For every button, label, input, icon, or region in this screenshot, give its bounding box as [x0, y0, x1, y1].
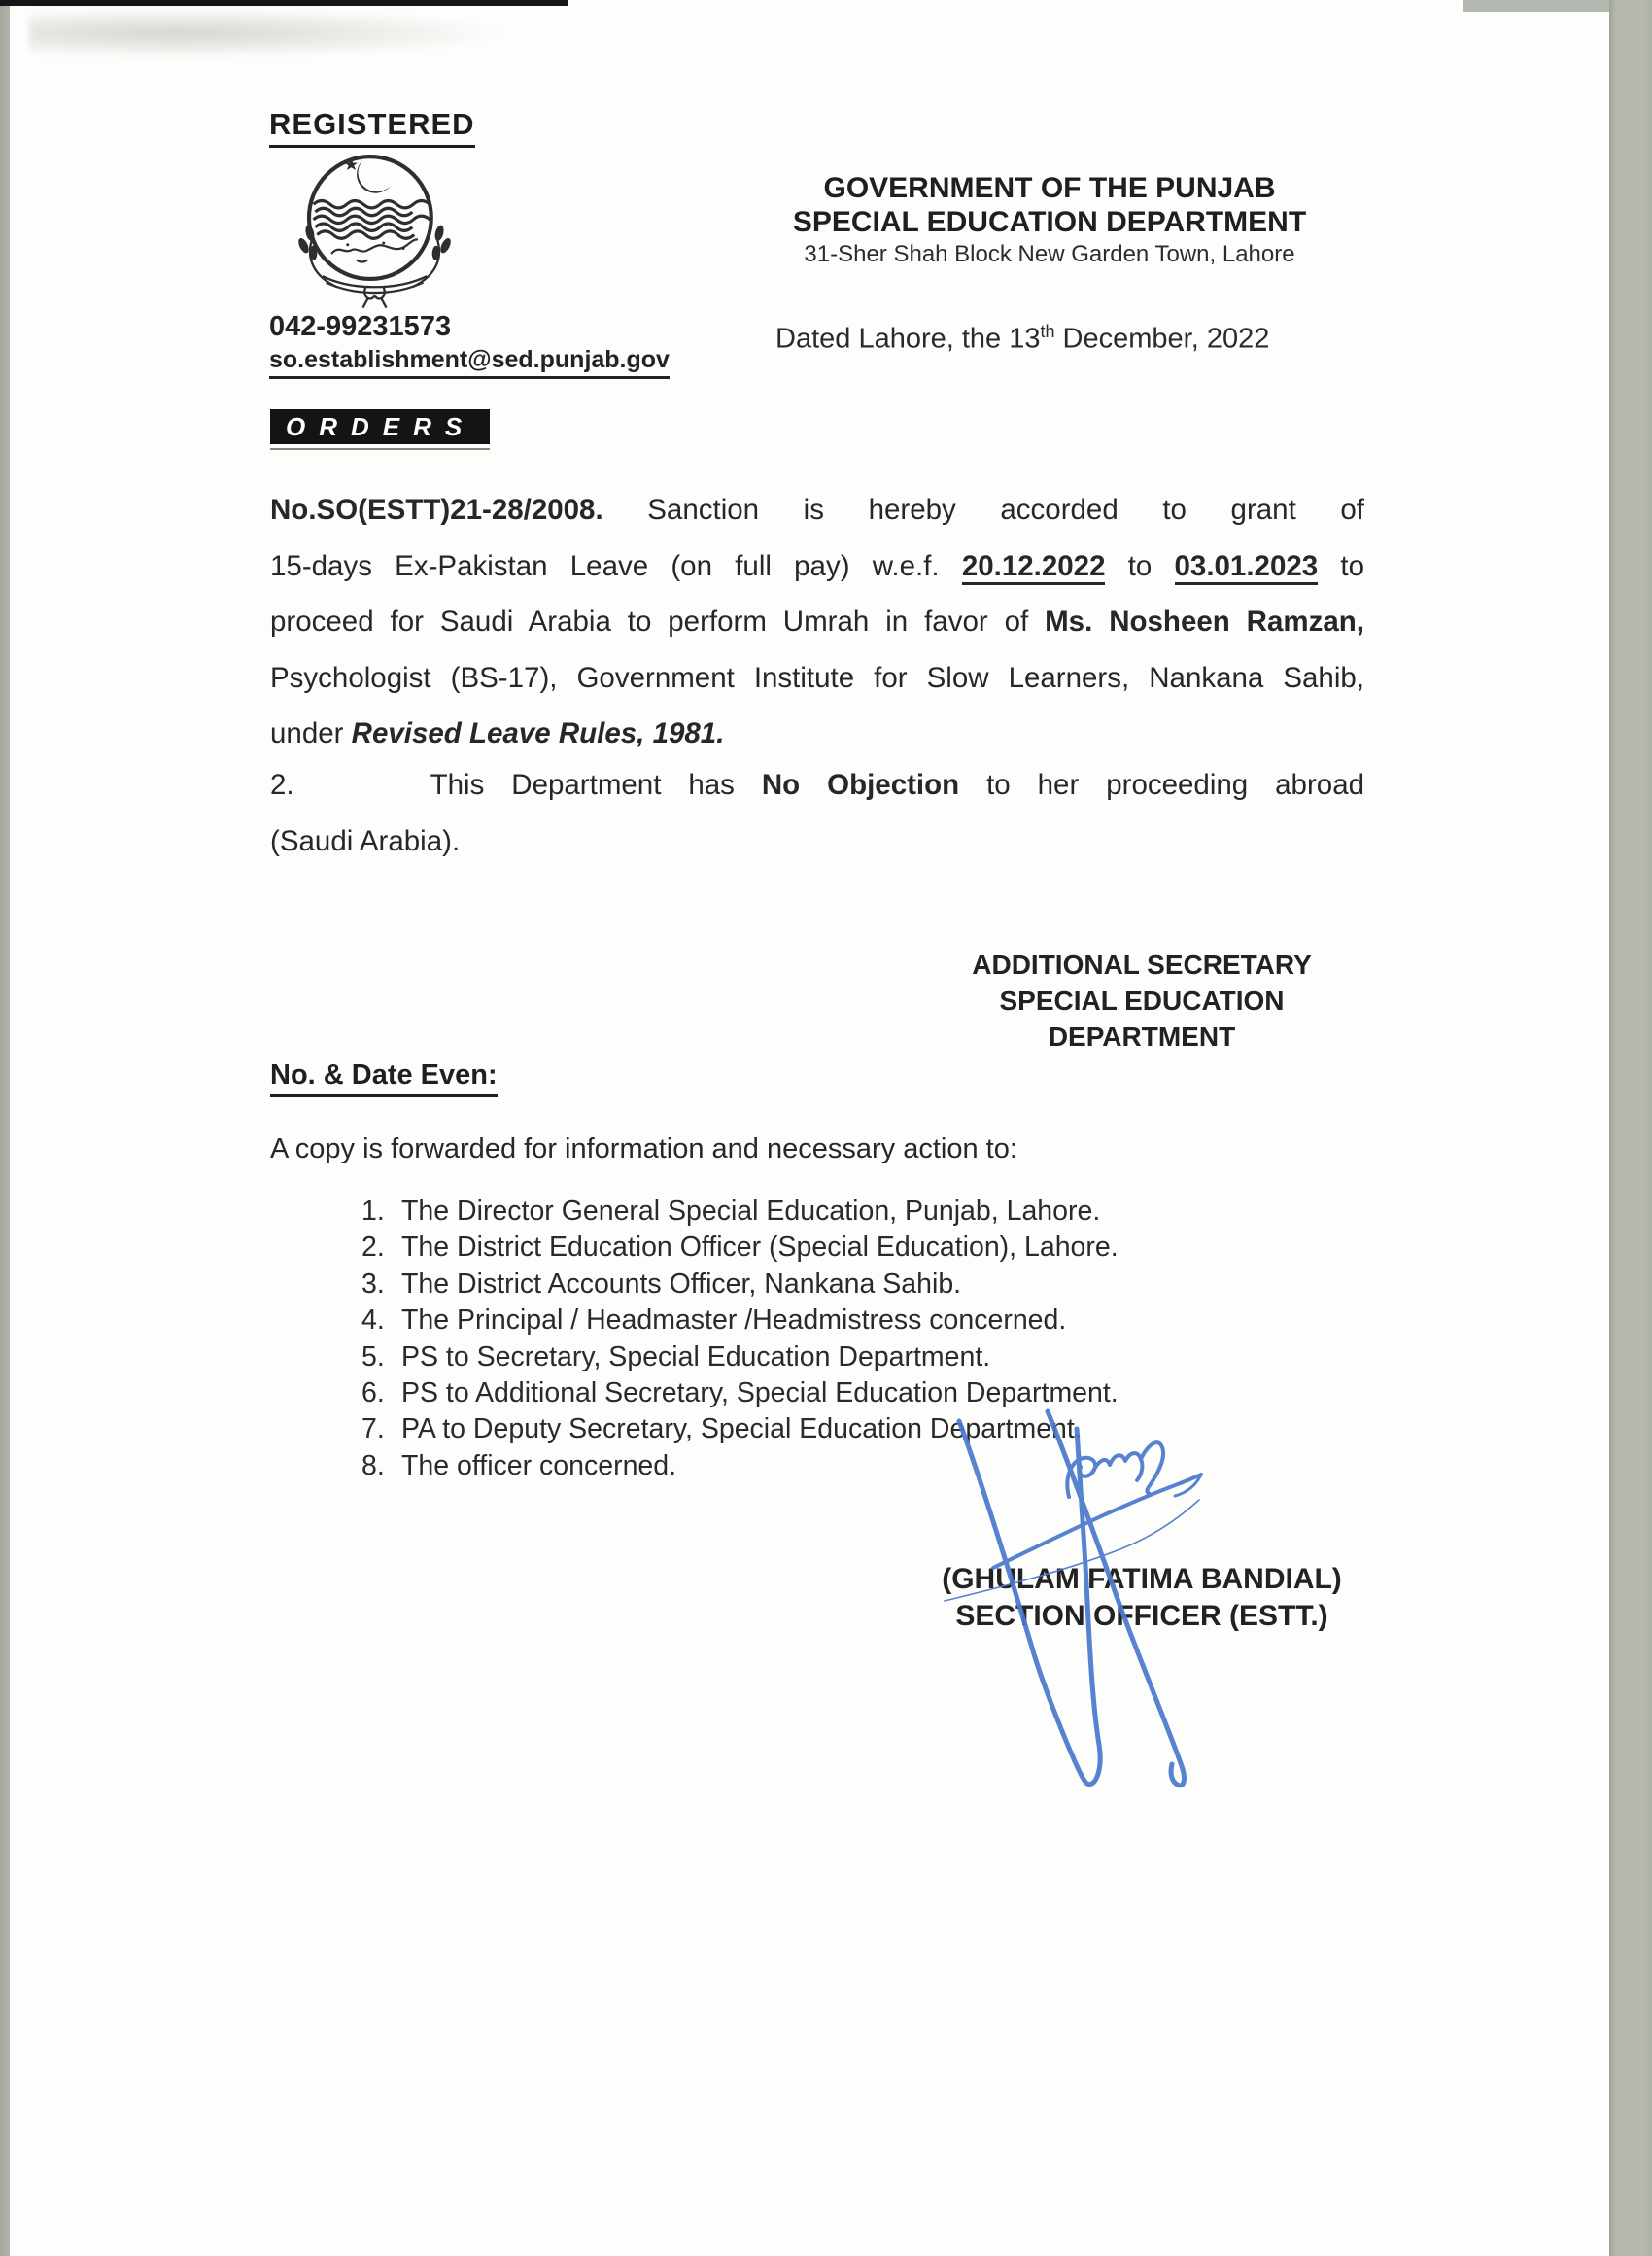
- department-title: SPECIAL EDUCATION DEPARTMENT: [792, 206, 1307, 238]
- cc-item-text: PS to Secretary, Special Education Department.: [401, 1340, 991, 1372]
- cc-item: [361, 1302, 1119, 1338]
- order-text: Psychologist (BS-17), Government Institute for Slow Learners, Nankana Sahib,: [270, 661, 1364, 694]
- punjab-crest-icon: [275, 134, 474, 314]
- no-objection-text: This Department has: [430, 769, 762, 801]
- order-text: under: [270, 717, 352, 750]
- cc-item: [361, 1267, 1119, 1302]
- scan-edge-left: [0, 0, 10, 2256]
- no-objection-text: to her proceeding abroad: [959, 769, 1365, 801]
- order-paragraph-line: [270, 482, 1364, 538]
- signer-designation: SECTION OFFICER (ESTT.): [955, 1600, 1328, 1632]
- signatory-line: SPECIAL EDUCATION: [999, 986, 1285, 1016]
- order-paragraph-line: [270, 538, 1364, 595]
- cc-item-number: 1.: [361, 1196, 385, 1227]
- employee-name: Ms. Nosheen Ramzan,: [1045, 606, 1364, 639]
- order-paragraph-line: [270, 594, 1364, 650]
- cc-item-text: The Director General Special Education, Punjab, Lahore.: [401, 1196, 1101, 1227]
- cc-item-number: 2.: [361, 1232, 385, 1264]
- orders-underline: [270, 448, 490, 450]
- cc-item-number: 7.: [361, 1413, 385, 1445]
- no-date-even-label: No. & Date Even:: [270, 1059, 498, 1097]
- scan-smudge: [29, 8, 515, 58]
- order-paragraph: [270, 482, 1364, 762]
- cc-item-number: 5.: [361, 1340, 385, 1372]
- handwritten-signature: [923, 1405, 1254, 1803]
- email-address: so.establishment@sed.punjab.gov: [269, 346, 670, 379]
- cc-item: [361, 1230, 1119, 1266]
- cc-item-text: PS to Additional Secretary, Special Education Department.: [401, 1377, 1119, 1409]
- order-text: proceed for Saudi Arabia to perform Umrah in favor of: [270, 606, 1046, 639]
- cc-item-text: The District Accounts Officer, Nankana Sahib.: [401, 1267, 962, 1300]
- order-text: 15-days Ex-Pakistan Leave (on full pay) w.e.f.: [270, 549, 962, 582]
- cc-item-number: 6.: [361, 1377, 385, 1409]
- dated-line: [775, 322, 1269, 356]
- phone-number: 042-99231573: [269, 311, 452, 342]
- paragraph-number: 2.: [270, 769, 294, 801]
- no-objection-line: [270, 757, 1364, 814]
- leave-end-date: 03.01.2023: [1175, 550, 1319, 585]
- order-paragraph-line: [270, 650, 1364, 707]
- signer-name: (GHULAM FATIMA BANDIAL): [942, 1563, 1342, 1595]
- no-objection-emphasis: No Objection: [761, 769, 960, 801]
- government-title: GOVERNMENT OF THE PUNJAB: [823, 172, 1276, 204]
- cc-item-number: 3.: [361, 1267, 385, 1300]
- leave-rules-reference: Revised Leave Rules, 1981.: [351, 717, 725, 750]
- leave-start-date: 20.12.2022: [962, 550, 1106, 585]
- orders-heading: ORDERS: [270, 409, 490, 444]
- signatory-designation: [918, 947, 1365, 1055]
- no-objection-paragraph: [270, 757, 1364, 869]
- order-paragraph-line: [270, 706, 1364, 762]
- cc-item-text: The Principal / Headmaster /Headmistress concerned.: [401, 1304, 1067, 1336]
- scan-top-bar: [0, 0, 568, 6]
- cc-item-text: PA to Deputy Secretary, Special Education Department.: [401, 1413, 1083, 1445]
- cc-item-number: 8.: [361, 1449, 385, 1481]
- registered-stamp: REGISTERED: [269, 107, 475, 148]
- signatory-line: DEPARTMENT: [1048, 1022, 1236, 1052]
- department-address: 31-Sher Shah Block New Garden Town, Lahore: [804, 241, 1295, 267]
- order-text: Sanction is hereby accorded to grant of: [602, 494, 1364, 526]
- dated-prefix: Dated Lahore, the 13: [775, 323, 1041, 355]
- order-text: to: [1318, 549, 1364, 582]
- reference-number: No.SO(ESTT)21-28/2008.: [270, 494, 603, 526]
- dated-suffix: December, 2022: [1054, 323, 1270, 355]
- order-text: to: [1105, 549, 1175, 582]
- cc-item-number: 4.: [361, 1304, 385, 1336]
- cc-item: [361, 1339, 1119, 1375]
- signatory-line: ADDITIONAL SECRETARY: [972, 950, 1312, 980]
- cc-intro: A copy is forwarded for information and necessary action to:: [270, 1133, 1017, 1164]
- no-objection-line: (Saudi Arabia).: [270, 824, 461, 857]
- dated-ordinal: th: [1040, 322, 1055, 341]
- letterhead: [729, 171, 1370, 270]
- cc-item-text: The District Education Officer (Special Education), Lahore.: [401, 1232, 1119, 1264]
- cc-item: [361, 1194, 1119, 1230]
- scan-edge-right: [1609, 0, 1652, 2256]
- cc-item-text: The officer concerned.: [401, 1449, 677, 1481]
- scan-top-right-smudge: [1463, 0, 1609, 12]
